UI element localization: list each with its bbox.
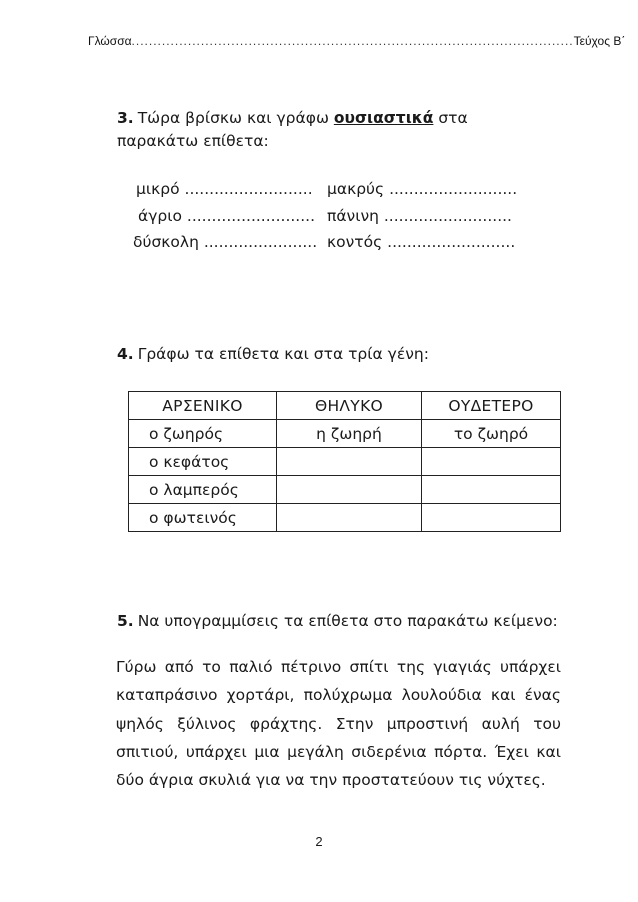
table-row [129, 504, 561, 532]
page-header [88, 34, 626, 48]
exercise-4-title [117, 343, 557, 366]
page-number: 2 [315, 834, 323, 849]
feminine-cell[interactable] [277, 448, 422, 476]
exercise-5-number: 5. [117, 612, 134, 630]
exercise-3-title-end: στα παρακάτω επίθετα: [117, 109, 468, 150]
header-dot-leader: ...................................................................................................... [131, 34, 574, 48]
header-issue: Τεύχος Β΄ [573, 34, 626, 48]
table-row [129, 476, 561, 504]
table-header-row [129, 392, 561, 420]
adjective-pair [327, 180, 517, 198]
adjective-word: κοντός [327, 233, 383, 251]
adjective-pair [327, 207, 512, 225]
adjective-pair [136, 180, 313, 198]
masculine-cell: ο λαμπερός [129, 476, 277, 504]
exercise-3-title [117, 107, 547, 153]
masculine-cell: ο φωτεινός [129, 504, 277, 532]
exercise-3-number: 3. [117, 109, 134, 127]
exercise-3-keyword: ουσιαστικά [333, 109, 434, 127]
answer-blank[interactable]: .......................... [389, 180, 518, 198]
adjective-pair [327, 233, 515, 251]
header-masculine: ΑΡΣΕΝΙΚΟ [129, 392, 277, 420]
exercise-5-title [117, 610, 577, 633]
exercise-4-number: 4. [117, 345, 134, 363]
answer-blank[interactable]: ....................... [203, 233, 318, 251]
adjective-word: μικρό [136, 180, 180, 198]
adjective-pair [133, 233, 317, 251]
answer-blank[interactable]: .......................... [184, 180, 313, 198]
answer-blank[interactable]: .......................... [383, 207, 512, 225]
feminine-cell: η ζωηρή [277, 420, 422, 448]
neuter-cell[interactable] [422, 448, 561, 476]
exercise-5-paragraph: Γύρω από το παλιό πέτρινο σπίτι της γιαγιάς υπάρχει καταπράσινο χορτάρι, πολύχρωμα λουλούδια και ένας ψηλός ξύλινος φράχτης. Στην μπροστινή αυλή του σπιτιού, υπάρχει μια μεγάλη σιδερένια πόρτα. Έχει και δύο άγρια σκυλιά για να την προστατεύουν τις νύχτες. [116, 658, 561, 790]
header-neuter: ΟΥΔΕΤΕΡΟ [422, 392, 561, 420]
adjective-pair [138, 207, 315, 225]
adjective-word: πάνινη [327, 207, 379, 225]
feminine-cell[interactable] [277, 504, 422, 532]
adjective-word: μακρύς [327, 180, 385, 198]
neuter-cell[interactable] [422, 504, 561, 532]
table-row [129, 420, 561, 448]
masculine-cell: ο κεφάτος [129, 448, 277, 476]
answer-blank[interactable]: .......................... [186, 207, 316, 225]
feminine-cell[interactable] [277, 476, 422, 504]
neuter-cell: το ζωηρό [422, 420, 561, 448]
exercise-3-title-start: Τώρα βρίσκω και γράφω [137, 109, 334, 127]
table-row [129, 448, 561, 476]
masculine-cell: ο ζωηρός [129, 420, 277, 448]
adjective-word: άγριο [138, 207, 182, 225]
answer-blank[interactable]: .......................... [387, 233, 516, 251]
exercise-4-title-text: Γράφω τα επίθετα και στα τρία γένη: [137, 345, 429, 363]
header-subject: Γλώσσα [88, 34, 132, 48]
exercise-5-title-text: Να υπογραμμίσεις τα επίθετα στο παρακάτω κείμενο: [137, 612, 558, 630]
header-feminine: ΘΗΛΥΚΟ [277, 392, 422, 420]
adjective-word: δύσκολη [133, 233, 199, 251]
genders-table [128, 391, 561, 532]
neuter-cell[interactable] [422, 476, 561, 504]
